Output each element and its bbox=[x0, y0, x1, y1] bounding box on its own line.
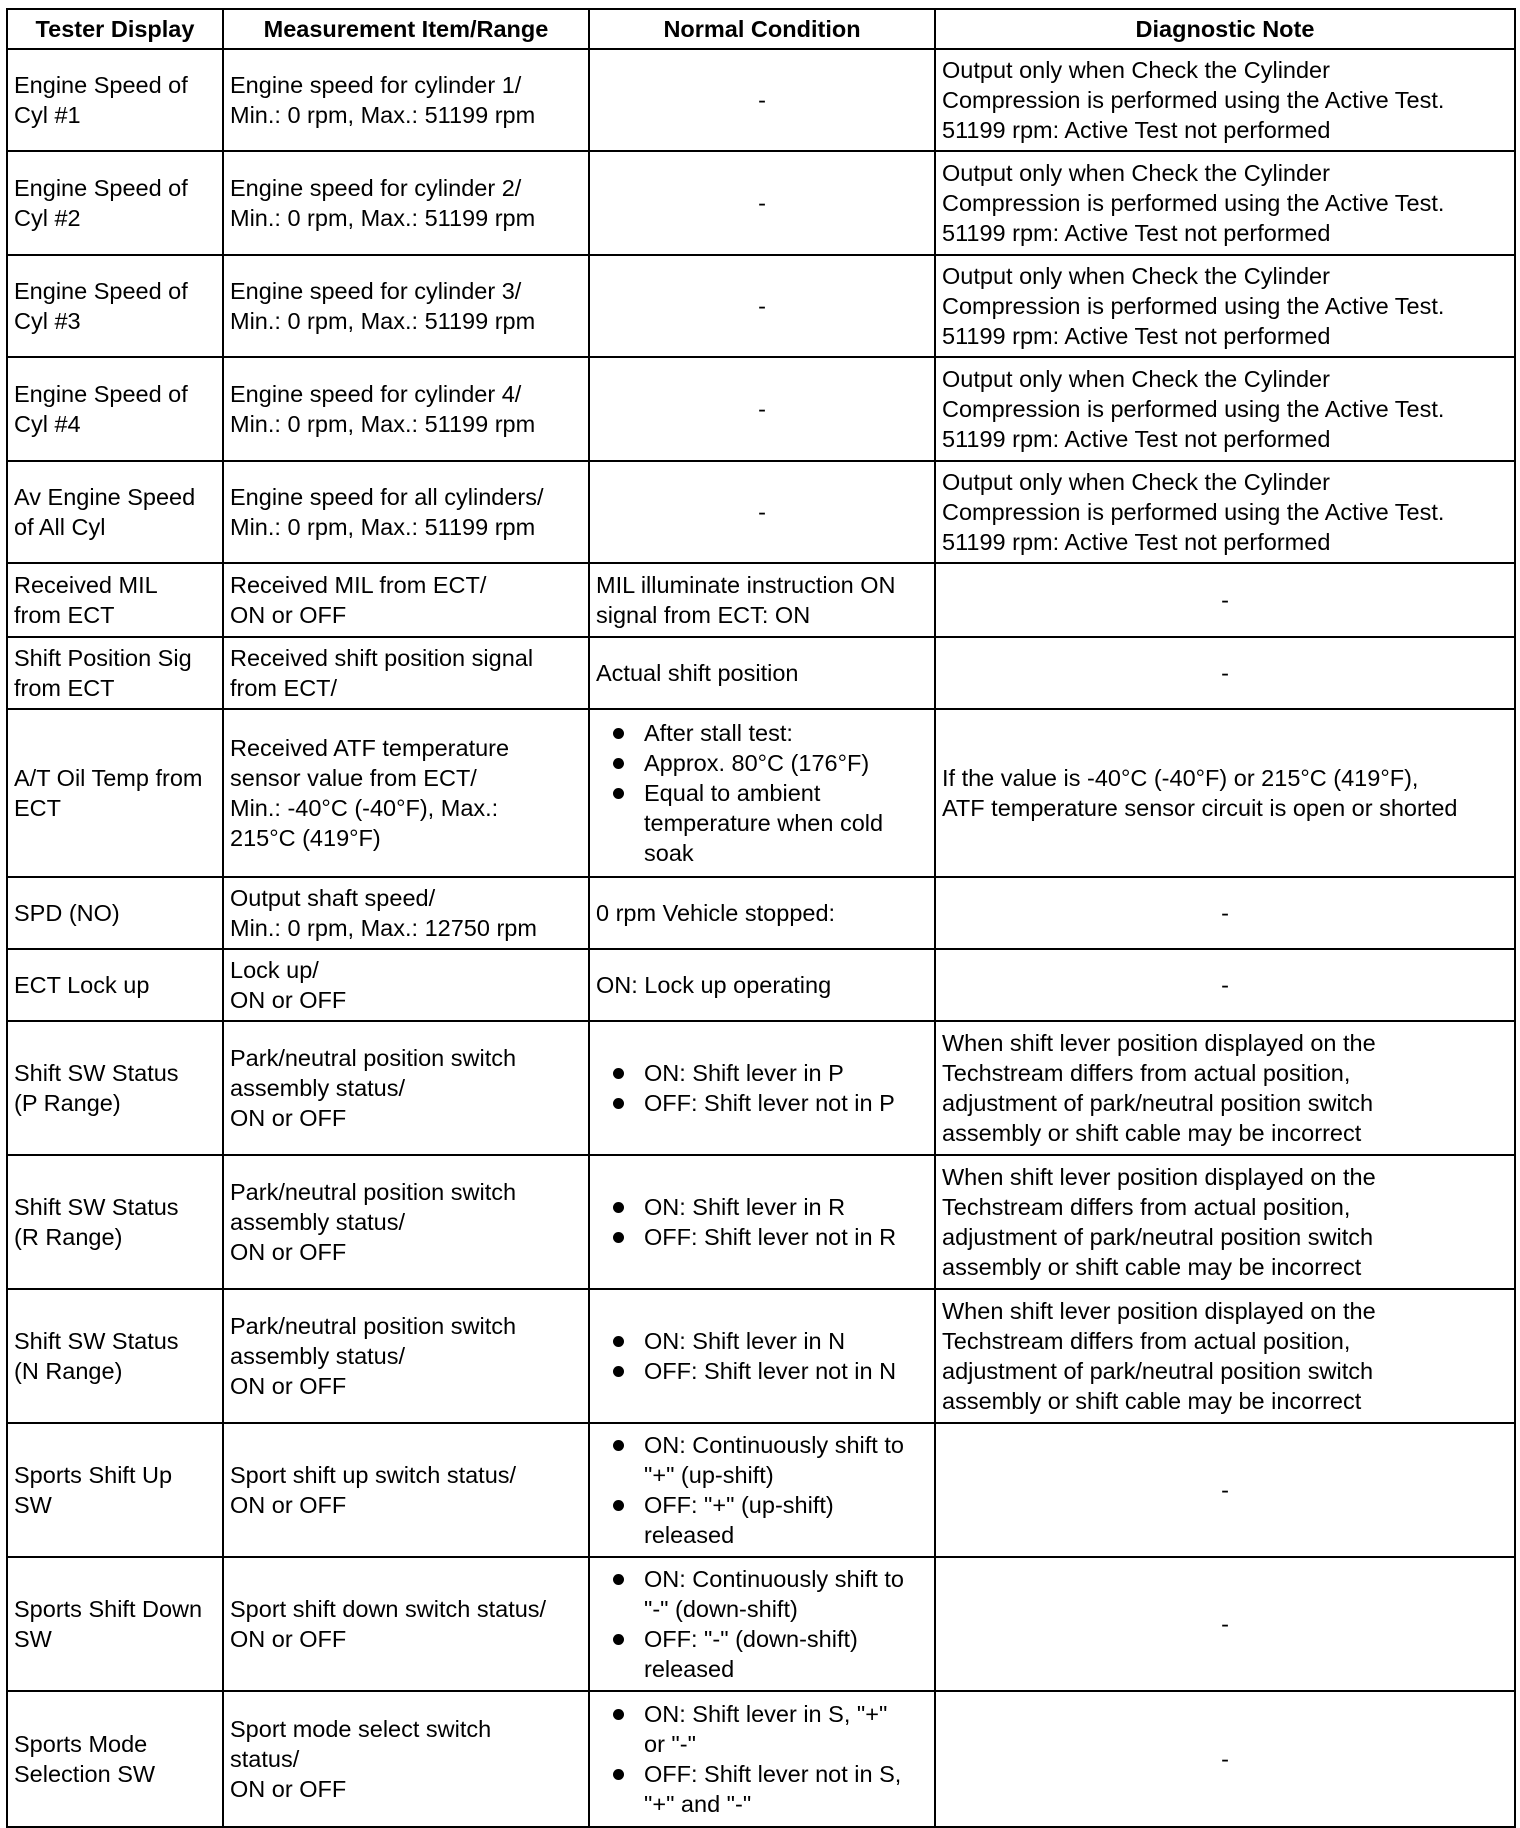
condition-list-item bbox=[644, 1430, 928, 1490]
note-text: adjustment of park/neutral position switch bbox=[942, 1090, 1374, 1116]
note-text: assembly or shift cable may be incorrect bbox=[942, 1254, 1362, 1280]
diagnostic-note-cell bbox=[935, 49, 1515, 151]
note-text: Techstream differs from actual position, bbox=[942, 1328, 1351, 1354]
tester-display-cell bbox=[7, 563, 223, 637]
condition-list-item bbox=[644, 1356, 928, 1386]
tester-display-text: Sports Shift Up bbox=[14, 1462, 173, 1488]
measurement-text: Park/neutral position switch bbox=[230, 1045, 517, 1071]
normal-condition-cell bbox=[589, 709, 935, 877]
condition-text: Equal to ambient bbox=[644, 780, 821, 806]
measurement-cell bbox=[223, 1557, 589, 1691]
table-row bbox=[7, 1691, 1515, 1827]
diagnostic-note-cell bbox=[935, 1155, 1515, 1289]
measurement-text: Engine speed for all cylinders/ bbox=[230, 484, 544, 510]
measurement-cell bbox=[223, 255, 589, 357]
condition-list bbox=[596, 1564, 928, 1684]
condition-text: temperature when cold bbox=[644, 810, 884, 836]
condition-list-item bbox=[644, 1564, 928, 1624]
note-text: Compression is performed using the Active Test. bbox=[942, 396, 1445, 422]
condition-text: OFF: Shift lever not in N bbox=[644, 1358, 897, 1384]
condition-text: "-" (down-shift) bbox=[644, 1596, 798, 1622]
condition-text: or "-" bbox=[644, 1731, 696, 1757]
note-text: assembly or shift cable may be incorrect bbox=[942, 1120, 1362, 1146]
measurement-text: assembly status/ bbox=[230, 1343, 406, 1369]
tester-display-text: Received MIL bbox=[14, 572, 158, 598]
diagnostic-note-cell bbox=[935, 1289, 1515, 1423]
condition-text: ON: Continuously shift to bbox=[644, 1432, 904, 1458]
tester-display-text: Engine Speed of bbox=[14, 381, 188, 407]
tester-display-text: A/T Oil Temp from bbox=[14, 765, 203, 791]
measurement-cell bbox=[223, 49, 589, 151]
condition-text: - bbox=[758, 499, 766, 525]
table-row bbox=[7, 637, 1515, 709]
table-row bbox=[7, 1423, 1515, 1557]
normal-condition-cell bbox=[589, 1557, 935, 1691]
note-text: Compression is performed using the Active Test. bbox=[942, 87, 1445, 113]
note-text: - bbox=[1221, 1477, 1229, 1503]
tester-display-cell bbox=[7, 461, 223, 563]
normal-condition-cell bbox=[589, 637, 935, 709]
diagnostic-note-cell bbox=[935, 255, 1515, 357]
condition-text: OFF: Shift lever not in R bbox=[644, 1224, 897, 1250]
normal-condition-cell bbox=[589, 563, 935, 637]
note-text: When shift lever position displayed on the bbox=[942, 1030, 1376, 1056]
measurement-text: status/ bbox=[230, 1746, 300, 1772]
measurement-text: Received ATF temperature bbox=[230, 735, 510, 761]
condition-text: soak bbox=[644, 840, 694, 866]
condition-list-item bbox=[644, 1326, 928, 1356]
note-text: Output only when Check the Cylinder bbox=[942, 469, 1330, 495]
condition-list bbox=[596, 718, 928, 868]
note-text: When shift lever position displayed on the bbox=[942, 1164, 1376, 1190]
note-text: Output only when Check the Cylinder bbox=[942, 366, 1330, 392]
tester-display-cell bbox=[7, 357, 223, 461]
table-row bbox=[7, 563, 1515, 637]
condition-list bbox=[596, 1699, 928, 1819]
normal-condition-cell bbox=[589, 357, 935, 461]
note-text: - bbox=[1221, 1611, 1229, 1637]
tester-display-cell bbox=[7, 877, 223, 949]
note-text: assembly or shift cable may be incorrect bbox=[942, 1388, 1362, 1414]
note-text: Output only when Check the Cylinder bbox=[942, 263, 1330, 289]
diagnostic-note-cell bbox=[935, 637, 1515, 709]
tester-display-text: from ECT bbox=[14, 602, 115, 628]
measurement-text: 215°C (419°F) bbox=[230, 825, 381, 851]
measurement-text: from ECT/ bbox=[230, 675, 338, 701]
condition-text: ON: Shift lever in S, "+" bbox=[644, 1701, 888, 1727]
diagnostic-note-cell bbox=[935, 709, 1515, 877]
condition-text: OFF: Shift lever not in S, bbox=[644, 1761, 902, 1787]
measurement-text: ON or OFF bbox=[230, 602, 347, 628]
measurement-text: Sport mode select switch bbox=[230, 1716, 492, 1742]
note-text: 51199 rpm: Active Test not performed bbox=[942, 117, 1331, 143]
note-text: 51199 rpm: Active Test not performed bbox=[942, 529, 1331, 555]
condition-list-item bbox=[644, 1088, 928, 1118]
condition-list-item bbox=[644, 778, 928, 868]
measurement-text: Park/neutral position switch bbox=[230, 1179, 517, 1205]
condition-text: released bbox=[644, 1522, 735, 1548]
measurement-text: Engine speed for cylinder 1/ bbox=[230, 72, 522, 98]
table-row bbox=[7, 49, 1515, 151]
measurement-text: ON or OFF bbox=[230, 987, 347, 1013]
condition-text: - bbox=[758, 87, 766, 113]
note-text: ATF temperature sensor circuit is open or shorted bbox=[942, 795, 1458, 821]
note-text: - bbox=[1221, 587, 1229, 613]
condition-list-item bbox=[644, 1759, 928, 1819]
measurement-text: Engine speed for cylinder 4/ bbox=[230, 381, 522, 407]
condition-text: released bbox=[644, 1656, 735, 1682]
diagnostic-note-cell bbox=[935, 1557, 1515, 1691]
diagnostic-note-cell bbox=[935, 949, 1515, 1021]
tester-display-cell bbox=[7, 151, 223, 255]
measurement-text: Sport shift down switch status/ bbox=[230, 1596, 547, 1622]
table-row bbox=[7, 949, 1515, 1021]
tester-display-cell bbox=[7, 1557, 223, 1691]
tester-display-text: Cyl #1 bbox=[14, 102, 81, 128]
measurement-text: Min.: 0 rpm, Max.: 51199 rpm bbox=[230, 308, 536, 334]
measurement-text: Engine speed for cylinder 3/ bbox=[230, 278, 522, 304]
diagnostic-note-cell bbox=[935, 1691, 1515, 1827]
tester-display-text: from ECT bbox=[14, 675, 115, 701]
condition-list-item bbox=[644, 718, 928, 748]
condition-text: MIL illuminate instruction ON bbox=[596, 572, 896, 598]
measurement-text: sensor value from ECT/ bbox=[230, 765, 477, 791]
tester-display-text: ECT bbox=[14, 795, 61, 821]
condition-text: After stall test: bbox=[644, 720, 793, 746]
measurement-cell bbox=[223, 1021, 589, 1155]
normal-condition-cell bbox=[589, 949, 935, 1021]
measurement-text: Min.: 0 rpm, Max.: 51199 rpm bbox=[230, 102, 536, 128]
measurement-text: assembly status/ bbox=[230, 1209, 406, 1235]
condition-text: - bbox=[758, 190, 766, 216]
condition-list-item bbox=[644, 1222, 928, 1252]
measurement-cell bbox=[223, 709, 589, 877]
tester-display-cell bbox=[7, 1289, 223, 1423]
header-row bbox=[7, 9, 1515, 49]
table-row bbox=[7, 1557, 1515, 1691]
diagnostic-note-cell bbox=[935, 563, 1515, 637]
condition-text: signal from ECT: ON bbox=[596, 602, 811, 628]
measurement-text: Min.: 0 rpm, Max.: 51199 rpm bbox=[230, 411, 536, 437]
condition-list-item bbox=[644, 1058, 928, 1088]
table-row bbox=[7, 357, 1515, 461]
normal-condition-cell bbox=[589, 877, 935, 949]
condition-list-item bbox=[644, 1490, 928, 1550]
condition-text: OFF: Shift lever not in P bbox=[644, 1090, 895, 1116]
condition-text: ON: Continuously shift to bbox=[644, 1566, 904, 1592]
tester-display-text: (P Range) bbox=[14, 1090, 121, 1116]
measurement-text: assembly status/ bbox=[230, 1075, 406, 1101]
tester-display-text: ECT Lock up bbox=[14, 972, 150, 998]
header-tester-display: Tester Display bbox=[7, 9, 223, 49]
tester-display-cell bbox=[7, 1021, 223, 1155]
note-text: When shift lever position displayed on the bbox=[942, 1298, 1376, 1324]
tester-display-cell bbox=[7, 1691, 223, 1827]
table-row bbox=[7, 151, 1515, 255]
measurement-text: ON or OFF bbox=[230, 1373, 347, 1399]
tester-display-text: Shift SW Status bbox=[14, 1328, 179, 1354]
note-text: - bbox=[1221, 900, 1229, 926]
condition-text: Approx. 80°C (176°F) bbox=[644, 750, 870, 776]
condition-list-item bbox=[644, 1624, 928, 1684]
normal-condition-cell bbox=[589, 1423, 935, 1557]
condition-text: 0 rpm Vehicle stopped: bbox=[596, 900, 836, 926]
tester-display-text: (N Range) bbox=[14, 1358, 123, 1384]
diagnostic-note-cell bbox=[935, 151, 1515, 255]
diagnostic-note-cell bbox=[935, 357, 1515, 461]
measurement-text: Engine speed for cylinder 2/ bbox=[230, 175, 522, 201]
tester-display-cell bbox=[7, 1423, 223, 1557]
tester-display-text: Engine Speed of bbox=[14, 175, 188, 201]
condition-text: "+" and "-" bbox=[644, 1791, 752, 1817]
note-text: If the value is -40°C (-40°F) or 215°C (419°F), bbox=[942, 765, 1419, 791]
data-list-table bbox=[6, 8, 1516, 1828]
tester-display-text: Shift SW Status bbox=[14, 1194, 179, 1220]
condition-text: Actual shift position bbox=[596, 660, 799, 686]
condition-list bbox=[596, 1326, 928, 1386]
measurement-cell bbox=[223, 637, 589, 709]
normal-condition-cell bbox=[589, 1155, 935, 1289]
condition-text: ON: Lock up operating bbox=[596, 972, 832, 998]
tester-display-text: SW bbox=[14, 1626, 52, 1652]
tester-display-text: SPD (NO) bbox=[14, 900, 120, 926]
condition-list-item bbox=[644, 1699, 928, 1759]
tester-display-text: Cyl #2 bbox=[14, 205, 81, 231]
note-text: adjustment of park/neutral position switch bbox=[942, 1224, 1374, 1250]
table-row bbox=[7, 1021, 1515, 1155]
condition-list bbox=[596, 1058, 928, 1118]
measurement-text: Park/neutral position switch bbox=[230, 1313, 517, 1339]
tester-display-text: Shift SW Status bbox=[14, 1060, 179, 1086]
measurement-text: Received shift position signal bbox=[230, 645, 534, 671]
tester-display-text: of All Cyl bbox=[14, 514, 106, 540]
tester-display-text: Selection SW bbox=[14, 1761, 156, 1787]
condition-text: OFF: "-" (down-shift) bbox=[644, 1626, 858, 1652]
tester-display-text: Engine Speed of bbox=[14, 278, 188, 304]
note-text: 51199 rpm: Active Test not performed bbox=[942, 323, 1331, 349]
tester-display-text: Sports Mode bbox=[14, 1731, 148, 1757]
table-row bbox=[7, 1155, 1515, 1289]
measurement-text: Lock up/ bbox=[230, 957, 319, 983]
condition-text: - bbox=[758, 293, 766, 319]
tester-display-cell bbox=[7, 1155, 223, 1289]
note-text: Compression is performed using the Active Test. bbox=[942, 190, 1445, 216]
normal-condition-cell bbox=[589, 1021, 935, 1155]
measurement-text: ON or OFF bbox=[230, 1776, 347, 1802]
diagnostic-note-cell bbox=[935, 877, 1515, 949]
condition-list-item bbox=[644, 748, 928, 778]
measurement-text: Output shaft speed/ bbox=[230, 885, 436, 911]
condition-text: "+" (up-shift) bbox=[644, 1462, 774, 1488]
note-text: Output only when Check the Cylinder bbox=[942, 57, 1330, 83]
measurement-text: Sport shift up switch status/ bbox=[230, 1462, 517, 1488]
table-row bbox=[7, 255, 1515, 357]
measurement-text: Min.: 0 rpm, Max.: 12750 rpm bbox=[230, 915, 537, 941]
condition-text: ON: Shift lever in P bbox=[644, 1060, 844, 1086]
note-text: Techstream differs from actual position, bbox=[942, 1194, 1351, 1220]
note-text: - bbox=[1221, 1746, 1229, 1772]
measurement-cell bbox=[223, 877, 589, 949]
tester-display-cell bbox=[7, 49, 223, 151]
diagnostic-note-cell bbox=[935, 1423, 1515, 1557]
header-diagnostic-note: Diagnostic Note bbox=[935, 9, 1515, 49]
tester-display-text: SW bbox=[14, 1492, 52, 1518]
table-row bbox=[7, 461, 1515, 563]
measurement-cell bbox=[223, 151, 589, 255]
condition-list bbox=[596, 1192, 928, 1252]
normal-condition-cell bbox=[589, 255, 935, 357]
note-text: - bbox=[1221, 972, 1229, 998]
table-row bbox=[7, 1289, 1515, 1423]
condition-list bbox=[596, 1430, 928, 1550]
tester-display-cell bbox=[7, 637, 223, 709]
measurement-cell bbox=[223, 461, 589, 563]
tester-display-text: (R Range) bbox=[14, 1224, 123, 1250]
tester-display-cell bbox=[7, 709, 223, 877]
normal-condition-cell bbox=[589, 1691, 935, 1827]
note-text: Compression is performed using the Active Test. bbox=[942, 499, 1445, 525]
note-text: 51199 rpm: Active Test not performed bbox=[942, 426, 1331, 452]
tester-display-text: Shift Position Sig bbox=[14, 645, 192, 671]
normal-condition-cell bbox=[589, 461, 935, 563]
measurement-text: Min.: -40°C (-40°F), Max.: bbox=[230, 795, 499, 821]
tester-display-text: Av Engine Speed bbox=[14, 484, 196, 510]
note-text: Compression is performed using the Active Test. bbox=[942, 293, 1445, 319]
measurement-text: Min.: 0 rpm, Max.: 51199 rpm bbox=[230, 205, 536, 231]
condition-list-item bbox=[644, 1192, 928, 1222]
measurement-text: ON or OFF bbox=[230, 1239, 347, 1265]
condition-text: ON: Shift lever in R bbox=[644, 1194, 846, 1220]
note-text: Techstream differs from actual position, bbox=[942, 1060, 1351, 1086]
tester-display-text: Engine Speed of bbox=[14, 72, 188, 98]
measurement-cell bbox=[223, 1155, 589, 1289]
condition-text: ON: Shift lever in N bbox=[644, 1328, 846, 1354]
measurement-text: Min.: 0 rpm, Max.: 51199 rpm bbox=[230, 514, 536, 540]
table-row bbox=[7, 709, 1515, 877]
measurement-text: Received MIL from ECT/ bbox=[230, 572, 487, 598]
measurement-cell bbox=[223, 357, 589, 461]
tester-display-text: Cyl #4 bbox=[14, 411, 81, 437]
diagnostic-note-cell bbox=[935, 461, 1515, 563]
measurement-cell bbox=[223, 563, 589, 637]
note-text: Output only when Check the Cylinder bbox=[942, 160, 1330, 186]
normal-condition-cell bbox=[589, 151, 935, 255]
normal-condition-cell bbox=[589, 49, 935, 151]
measurement-cell bbox=[223, 1423, 589, 1557]
condition-text: - bbox=[758, 396, 766, 422]
measurement-text: ON or OFF bbox=[230, 1105, 347, 1131]
normal-condition-cell bbox=[589, 1289, 935, 1423]
note-text: 51199 rpm: Active Test not performed bbox=[942, 220, 1331, 246]
note-text: - bbox=[1221, 660, 1229, 686]
measurement-cell bbox=[223, 1691, 589, 1827]
header-measurement-item: Measurement Item/Range bbox=[223, 9, 589, 49]
note-text: adjustment of park/neutral position switch bbox=[942, 1358, 1374, 1384]
tester-display-text: Cyl #3 bbox=[14, 308, 81, 334]
measurement-text: ON or OFF bbox=[230, 1626, 347, 1652]
tester-display-text: Sports Shift Down bbox=[14, 1596, 203, 1622]
measurement-cell bbox=[223, 949, 589, 1021]
tester-display-cell bbox=[7, 949, 223, 1021]
table-row bbox=[7, 877, 1515, 949]
measurement-text: ON or OFF bbox=[230, 1492, 347, 1518]
header-normal-condition: Normal Condition bbox=[589, 9, 935, 49]
condition-text: OFF: "+" (up-shift) bbox=[644, 1492, 834, 1518]
measurement-cell bbox=[223, 1289, 589, 1423]
diagnostic-note-cell bbox=[935, 1021, 1515, 1155]
tester-display-cell bbox=[7, 255, 223, 357]
